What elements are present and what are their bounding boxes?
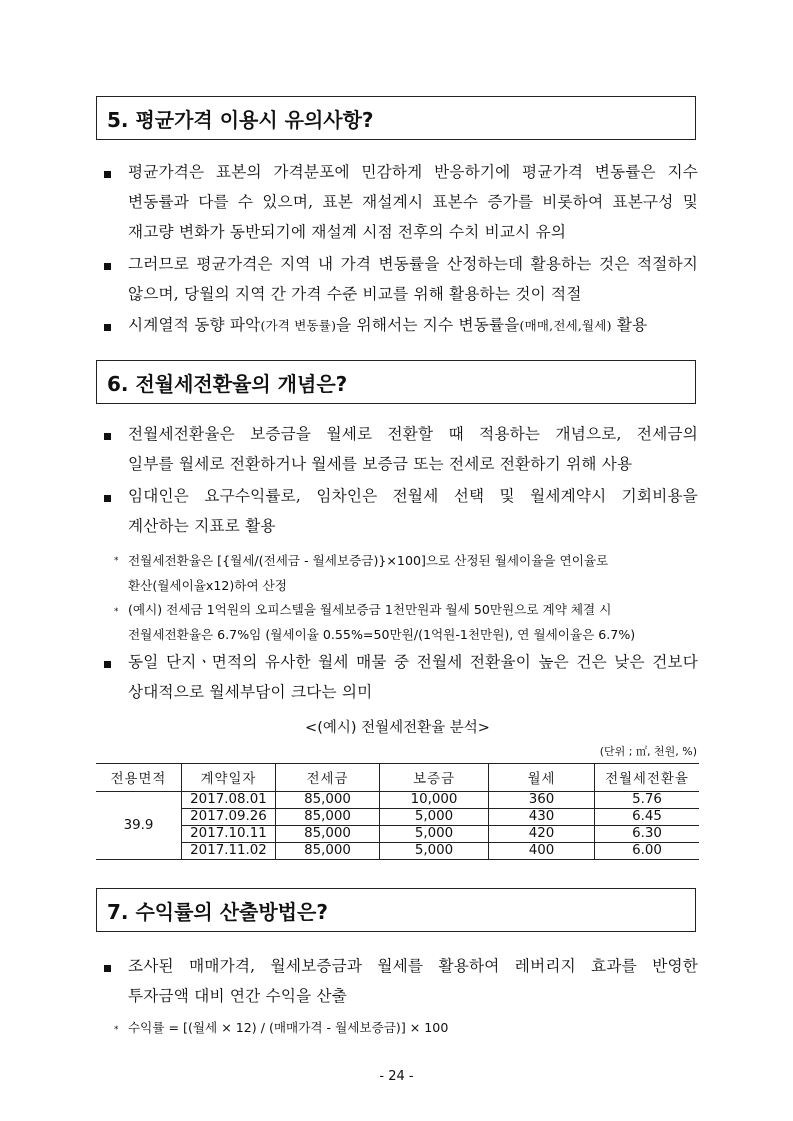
note-line: (예시) 전세금 1억원의 오피스텔을 월세보증금 1천만원과 월세 50만원으로 계약 체결 시 <box>128 602 612 617</box>
table-cell: 6.45 <box>595 809 700 826</box>
s6-note-2 <box>128 597 635 647</box>
s5-bullet-2 <box>128 249 698 309</box>
text-line: 그러므로 평균가격은 지역 내 가격 변동률을 산정하는데 활용하는 것은 적절하지 <box>128 255 698 273</box>
text-line: 전월세전환율은 보증금을 월세로 전환할 때 적용하는 개념으로, 전세금의 <box>128 425 698 443</box>
conversion-rate-table <box>96 763 699 860</box>
note-asterisk: * <box>114 607 119 617</box>
s6-bullet-1 <box>128 419 698 479</box>
text-line: 계산하는 지표로 활용 <box>128 517 276 535</box>
table-cell: 2017.08.01 <box>182 792 276 809</box>
section-7-title: 7. 수익률의 산출방법은? <box>96 888 696 932</box>
table-cell: 6.30 <box>595 826 700 843</box>
header-rate: 전월세전환율 <box>595 764 700 792</box>
text-line: 평균가격은 표본의 가격분포에 민감하게 반응하기에 평균가격 변동률은 지수 <box>128 163 698 181</box>
table-cell: 85,000 <box>276 843 380 860</box>
bullet-marker <box>104 433 111 440</box>
table-row <box>96 792 699 809</box>
table-cell: 2017.09.26 <box>182 809 276 826</box>
text-line: 투자금액 대비 연간 수익을 산출 <box>128 987 348 1005</box>
table-cell: 2017.11.02 <box>182 843 276 860</box>
header-area: 전용면적 <box>96 764 182 792</box>
text-part: 을 위해서는 지수 변동률을 <box>336 316 520 334</box>
text-small: (매매,전세,월세) <box>519 318 612 333</box>
section-6-title: 6. 전월세전환율의 개념은? <box>96 360 696 404</box>
text-part: 시계열적 동향 파악 <box>128 316 261 334</box>
text-line: 일부를 월세로 전환하거나 월세를 보증금 또는 전세로 전환하기 위해 사용 <box>128 455 633 473</box>
s5-bullet-1 <box>128 157 698 247</box>
table-cell: 85,000 <box>276 809 380 826</box>
table-caption: <(예시) 전월세전환율 분석> <box>305 720 490 736</box>
text-line: 조사된 매매가격, 월세보증금과 월세를 활용하여 레버리지 효과를 반영한 <box>128 957 698 975</box>
note-line: 환산(월세이율x12)하여 산정 <box>128 578 287 593</box>
note-asterisk: * <box>114 556 119 566</box>
table-unit: (단위 ; ㎡, 천원, %) <box>599 745 697 758</box>
header-date: 계약일자 <box>182 764 276 792</box>
bullet-marker <box>104 661 111 668</box>
s7-bullet-1 <box>128 951 698 1011</box>
text-line: 변동률과 다를 수 있으며, 표본 재설계시 표본수 증가를 비롯하여 표본구성 및 <box>128 193 698 211</box>
text-line: 임대인은 요구수익률로, 임차인은 전월세 선택 및 월세계약시 기회비용을 <box>128 487 698 505</box>
page-number: - 24 - <box>379 1069 414 1084</box>
s5-bullet-3 <box>128 310 698 341</box>
s6-note-1 <box>128 548 608 598</box>
text-line: 않으며, 당월의 지역 간 가격 수준 비교를 위해 활용하는 것이 적절 <box>128 285 582 303</box>
area-cell: 39.9 <box>96 792 182 860</box>
s6-bullet-2 <box>128 481 698 541</box>
table-cell: 5,000 <box>380 809 489 826</box>
table-cell: 85,000 <box>276 792 380 809</box>
text-line <box>128 310 698 341</box>
bullet-marker <box>104 965 111 972</box>
table-row <box>96 809 699 826</box>
table-cell: 6.00 <box>595 843 700 860</box>
bullet-marker <box>104 263 111 270</box>
table-cell: 5,000 <box>380 826 489 843</box>
table-cell: 85,000 <box>276 826 380 843</box>
bullet-marker <box>104 171 111 178</box>
header-jeonse: 전세금 <box>276 764 380 792</box>
table-cell: 2017.10.11 <box>182 826 276 843</box>
text-line: 상대적으로 월세부담이 크다는 의미 <box>128 683 373 701</box>
header-rent: 월세 <box>489 764 595 792</box>
text-line: 재고량 변화가 동반되기에 재설계 시점 전후의 수치 비교시 유의 <box>128 223 567 241</box>
bullet-marker <box>104 324 111 331</box>
note-line: 전월세전환율은 [{월세/(전세금 - 월세보증금)}×100]으로 산정된 월세이율을 연이율로 <box>128 553 609 568</box>
text-small: (가격 변동률) <box>260 318 337 333</box>
text-line: 동일 단지ㆍ면적의 유사한 월세 매물 중 전월세 전환율이 높은 건은 낮은 건보다 <box>128 653 698 671</box>
section-5-title: 5. 평균가격 이용시 유의사항? <box>96 96 696 140</box>
bullet-marker <box>104 495 111 502</box>
table-row <box>96 843 699 860</box>
s6-bullet-3 <box>128 647 698 707</box>
table-cell: 420 <box>489 826 595 843</box>
table-header-row <box>96 764 699 792</box>
text-part: 활용 <box>611 316 648 334</box>
table-cell: 5,000 <box>380 843 489 860</box>
table-row <box>96 826 699 843</box>
table-cell: 400 <box>489 843 595 860</box>
note-line: 전월세전환율은 6.7%임 (월세이율 0.55%=50만원/(1억원-1천만원), 연 월세이율은 6.7%) <box>128 627 636 642</box>
table-cell: 10,000 <box>380 792 489 809</box>
header-deposit: 보증금 <box>380 764 489 792</box>
table-cell: 5.76 <box>595 792 700 809</box>
table-cell: 430 <box>489 809 595 826</box>
s7-note-1: 수익률 = [(월세 × 12) / (매매가격 - 월세보증금)] × 100 <box>128 1020 449 1035</box>
note-asterisk: * <box>114 1025 119 1035</box>
table-cell: 360 <box>489 792 595 809</box>
